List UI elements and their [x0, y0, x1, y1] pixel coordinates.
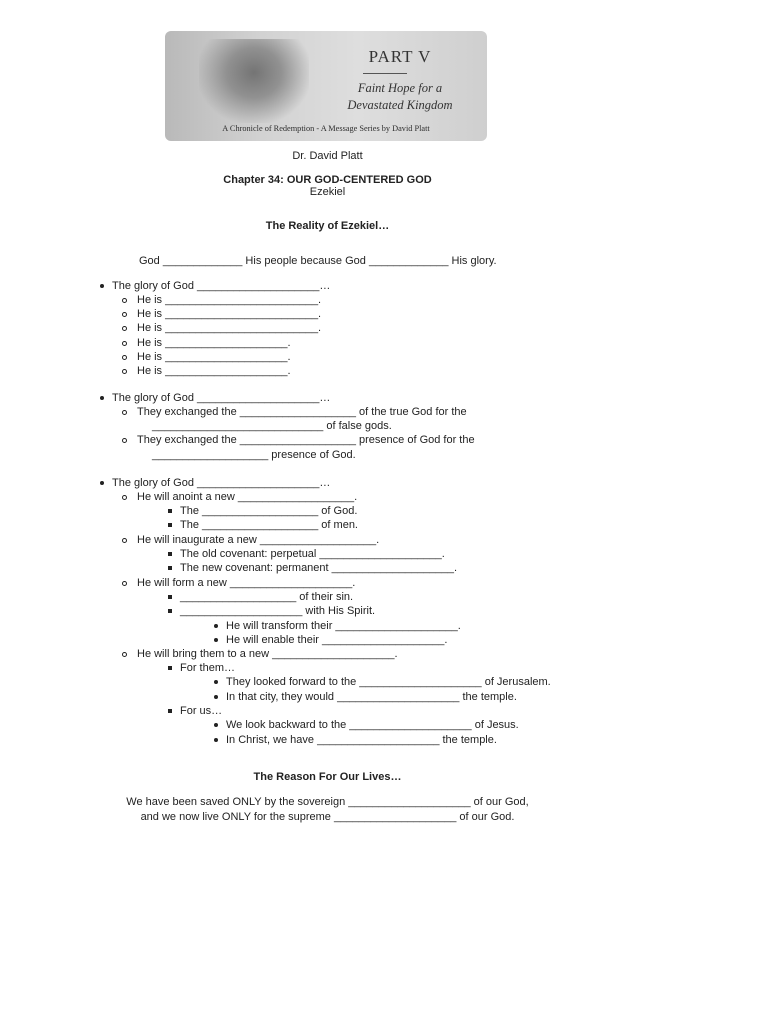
point2-title: The glory of God ____________________… [112, 392, 331, 404]
point3-form-detail: He will transform their ____________________. [226, 620, 461, 632]
point1-item: He is _________________________. [137, 308, 322, 320]
point3-anoint: He will anoint a new ___________________. [137, 491, 358, 503]
point1-item: He is _________________________. [137, 294, 322, 306]
point3-for-them-detail: They looked forward to the ____________________ of Jerusalem. [226, 676, 551, 688]
point3-form-sub: ___________________ of their sin. [180, 591, 354, 603]
point1-item: He is _________________________. [137, 322, 322, 334]
bullet-marker [214, 695, 218, 699]
point3-title: The glory of God ____________________… [112, 477, 331, 489]
square-marker [168, 509, 172, 513]
point3-inaugurate-sub: The old covenant: perpetual ____________________. [180, 548, 445, 560]
banner-subtitle [325, 80, 475, 114]
square-marker [168, 566, 172, 570]
point3-form-sub: ____________________ with His Spirit. [180, 605, 376, 617]
point2-item1-line2: ____________________________ of false gods. [152, 420, 392, 432]
bullet-marker [100, 284, 104, 288]
series-banner [165, 31, 487, 141]
point3-inaugurate-sub: The new covenant: permanent ____________________. [180, 562, 458, 574]
point3-form-detail: He will enable their ____________________. [226, 634, 448, 646]
circle-marker [122, 298, 127, 303]
author-name: Dr. David Platt [292, 150, 363, 162]
circle-marker [122, 652, 127, 657]
point1-item: He is ____________________. [137, 351, 291, 363]
point2-item2-line1: They exchanged the ___________________ presence of God for the [137, 434, 475, 446]
circle-marker [122, 495, 127, 500]
banner-subtitle-line1: Faint Hope for a [357, 81, 443, 95]
bullet-marker [214, 738, 218, 742]
banner-divider [363, 73, 407, 74]
square-marker [168, 523, 172, 527]
circle-marker [122, 369, 127, 374]
point1-item: He is ____________________. [137, 337, 291, 349]
reason-line1: We have been saved ONLY by the sovereign ____________________ of our God, [126, 796, 529, 808]
reason-line2: and we now live ONLY for the supreme ____________________ of our God. [140, 811, 515, 823]
point3-for-us: For us… [180, 705, 223, 717]
banner-illustration [199, 39, 309, 123]
point3-for-us-detail: In Christ, we have ____________________ the temple. [226, 734, 497, 746]
circle-marker [122, 538, 127, 543]
point1-item: He is ____________________. [137, 365, 291, 377]
section-heading-reality: The Reality of Ezekiel… [265, 220, 390, 232]
square-marker [168, 709, 172, 713]
circle-marker [122, 326, 127, 331]
banner-subtitle-line2: Devastated Kingdom [347, 98, 453, 112]
chapter-title: Chapter 34: OUR GOD-CENTERED GOD [223, 174, 432, 186]
circle-marker [122, 438, 127, 443]
point2-item2-line2: ___________________ presence of God. [152, 449, 356, 461]
banner-part-label: PART V [368, 47, 432, 66]
circle-marker [122, 312, 127, 317]
point3-for-them: For them… [180, 662, 236, 674]
reality-statement: God _____________ His people because God _____________ His glory. [139, 255, 497, 267]
point3-for-us-detail: We look backward to the ____________________ of Jesus. [226, 719, 519, 731]
book-name: Ezekiel [309, 186, 346, 198]
circle-marker [122, 581, 127, 586]
banner-credit: A Chronicle of Redemption - A Message Series by David Platt [222, 124, 430, 133]
bullet-marker [214, 624, 218, 628]
circle-marker [122, 355, 127, 360]
bullet-marker [214, 723, 218, 727]
circle-marker [122, 410, 127, 415]
bullet-marker [214, 680, 218, 684]
point3-inaugurate: He will inaugurate a new ___________________. [137, 534, 380, 546]
point2-item1-line1: They exchanged the ___________________ of the true God for the [137, 406, 467, 418]
point3-bring: He will bring them to a new ____________________. [137, 648, 398, 660]
point3-anoint-sub: The ___________________ of God. [180, 505, 358, 517]
point3-form: He will form a new ____________________. [137, 577, 356, 589]
bullet-marker [100, 481, 104, 485]
point3-for-them-detail: In that city, they would ____________________ the temple. [226, 691, 517, 703]
point3-anoint-sub: The ___________________ of men. [180, 519, 358, 531]
bullet-marker [100, 396, 104, 400]
square-marker [168, 595, 172, 599]
square-marker [168, 609, 172, 613]
circle-marker [122, 341, 127, 346]
section-heading-reason: The Reason For Our Lives… [253, 771, 402, 783]
bullet-marker [214, 638, 218, 642]
square-marker [168, 552, 172, 556]
square-marker [168, 666, 172, 670]
point1-title: The glory of God ____________________… [112, 280, 331, 292]
